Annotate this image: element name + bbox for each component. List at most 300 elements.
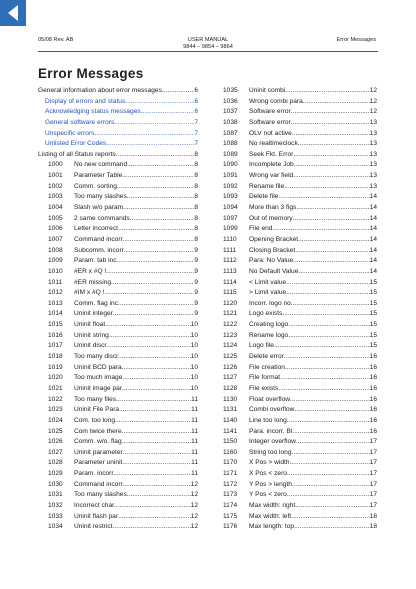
entry-label: Delete file — [249, 193, 279, 201]
toc-entry — [38, 267, 198, 278]
entry-label: Uninit combi — [249, 87, 286, 94]
entry-label: Too many files — [74, 395, 117, 403]
error-code: 1005 — [48, 214, 63, 222]
error-code: 1026 — [48, 438, 63, 446]
dot-leader — [122, 171, 194, 182]
error-code: 1032 — [48, 501, 63, 509]
page-number: 14 — [369, 204, 377, 212]
page-title: Error Messages — [38, 66, 144, 81]
dot-leader — [284, 352, 370, 363]
entry-label: 2 same commands — [74, 214, 130, 222]
dot-leader — [114, 118, 194, 129]
toc-entry — [223, 363, 377, 374]
dot-leader — [291, 512, 370, 523]
error-code: 1014 — [48, 310, 63, 318]
page-number: 7 — [194, 129, 198, 137]
toc-right-column — [223, 86, 377, 533]
dot-leader — [141, 107, 195, 118]
dot-leader — [117, 182, 194, 193]
dot-leader — [294, 405, 369, 416]
toc-entry — [223, 490, 377, 501]
entry-label: Opening Bracket — [249, 235, 299, 243]
page-number: 16 — [369, 353, 377, 361]
toc-entry — [223, 395, 377, 406]
page-number: 14 — [369, 246, 377, 254]
page-number: 13 — [369, 182, 377, 190]
error-code: 1128 — [223, 384, 238, 392]
error-code: 1124 — [223, 342, 238, 350]
toc-entry — [38, 405, 198, 416]
page-number: 16 — [369, 406, 377, 414]
error-code: 1141 — [223, 427, 238, 435]
toc-entry — [223, 224, 377, 235]
dot-leader — [298, 267, 369, 278]
dot-leader — [298, 235, 370, 246]
entry-label: Max width: left — [249, 512, 292, 520]
toc-entry — [223, 469, 377, 480]
dot-leader — [121, 405, 191, 416]
toc-entry — [38, 469, 198, 480]
entry-label: Too many slashes — [74, 193, 127, 201]
page-number: 11 — [191, 459, 198, 467]
toc-entry — [38, 416, 198, 427]
dot-leader — [116, 501, 191, 512]
dot-leader — [293, 150, 369, 161]
page-number: 14 — [369, 235, 377, 243]
dot-leader — [122, 427, 192, 438]
page-number: 13 — [369, 129, 377, 137]
entry-label: Uninit float — [74, 321, 106, 329]
entry-label: Para. incorr. Bl — [249, 427, 293, 435]
dot-leader — [115, 469, 191, 480]
page-number: 11 — [191, 448, 198, 456]
entry-label: #ER x #Q ! — [74, 267, 107, 275]
dot-leader — [274, 341, 370, 352]
page-number: 15 — [369, 278, 377, 286]
entry-label: Comm. w/o. flag — [74, 438, 122, 446]
error-code: 1113 — [223, 267, 237, 275]
entry-label: Max length: top — [249, 523, 295, 531]
entry-label: X Pos > width — [249, 459, 290, 467]
error-code: 1111 — [223, 246, 237, 254]
error-code: 1125 — [223, 353, 238, 361]
page-number: 16 — [369, 427, 377, 435]
toc-entry — [223, 309, 377, 320]
toc-link[interactable] — [38, 97, 198, 108]
toc-entry — [223, 267, 377, 278]
error-code: 1120 — [223, 299, 238, 307]
dot-leader — [127, 192, 195, 203]
page-number: 9 — [194, 278, 198, 286]
error-code: 1126 — [223, 363, 238, 371]
error-code: 1020 — [48, 374, 63, 382]
entry-label: Param. incorr. — [74, 470, 116, 478]
dot-leader — [122, 373, 190, 384]
entry-label: Uninit BCD para. — [74, 363, 124, 371]
toc-entry — [223, 288, 377, 299]
entry-label: Subcomm. incorr. — [74, 246, 126, 254]
dot-leader — [292, 448, 370, 459]
page-number: 12 — [190, 512, 198, 520]
dot-leader — [94, 129, 194, 140]
toc-entry — [38, 192, 198, 203]
dot-leader — [296, 203, 369, 214]
error-code: 1035 — [223, 87, 238, 94]
page-number: 9 — [194, 289, 198, 297]
dot-leader — [112, 522, 190, 533]
error-code: 1021 — [48, 384, 63, 392]
entry-label: Param. tab inc. — [74, 257, 119, 265]
error-code: 1031 — [48, 491, 63, 499]
entry-label: Y Pos > length — [249, 480, 292, 488]
entry-label: Float overflow — [249, 395, 291, 403]
toc-link[interactable] — [38, 118, 198, 129]
page-number: 12 — [190, 491, 198, 499]
dot-leader — [284, 182, 369, 193]
page-number: 16 — [369, 395, 377, 403]
error-code: 1037 — [223, 108, 238, 116]
dot-leader — [293, 214, 370, 225]
toc-entry — [223, 214, 377, 225]
entry-label: General software errors — [45, 118, 115, 126]
dot-leader — [294, 160, 370, 171]
dot-leader — [272, 224, 369, 235]
error-code: 1023 — [48, 406, 63, 414]
entry-label: More than 3 figs — [249, 204, 297, 212]
toc-entry — [223, 256, 377, 267]
error-code: 1088 — [223, 140, 238, 148]
dot-leader — [106, 139, 194, 150]
error-code: 1097 — [223, 214, 238, 222]
entry-label: File exists — [249, 384, 279, 392]
page-number: 15 — [369, 289, 377, 297]
entry-label: Comm. flag inc. — [74, 299, 120, 307]
toc-entry — [38, 448, 198, 459]
dot-leader — [120, 299, 195, 310]
error-code: 1000 — [48, 161, 63, 169]
dot-leader — [305, 97, 370, 108]
toc-entry — [223, 139, 377, 150]
header-manual-title: USER MANUAL — [187, 37, 229, 43]
dot-leader — [125, 97, 194, 108]
entry-label: X Pos < zero — [249, 470, 287, 478]
error-code: 1030 — [48, 480, 63, 488]
error-code: 1110 — [223, 235, 237, 243]
error-code: 1017 — [48, 342, 63, 350]
dot-leader — [109, 331, 191, 342]
error-code: 1127 — [223, 374, 238, 382]
toc-entry — [38, 309, 198, 320]
error-code: 1024 — [48, 416, 63, 424]
dot-leader — [287, 416, 370, 427]
entry-label: File creation — [249, 363, 285, 371]
error-code: 1170 — [223, 459, 238, 467]
toc-entry — [38, 299, 198, 310]
error-code: 1003 — [48, 193, 63, 201]
entry-label: Logo file — [249, 342, 274, 350]
entry-label: Acknowledging status messages — [45, 108, 141, 116]
entry-label: Uninit File Para. — [74, 406, 121, 414]
page-number: 6 — [194, 87, 198, 94]
toc-entry — [223, 150, 377, 161]
dot-leader — [291, 107, 370, 118]
error-code: 1094 — [223, 204, 238, 212]
dot-leader — [278, 384, 369, 395]
page-number: 17 — [369, 448, 377, 456]
entry-label: Unlisted Error Codes — [45, 140, 107, 148]
dot-leader — [105, 320, 191, 331]
toc-link[interactable] — [38, 139, 198, 150]
page-number: 14 — [369, 225, 377, 233]
error-code: 1007 — [48, 235, 63, 243]
toc-entry — [38, 384, 198, 395]
error-code: 1025 — [48, 427, 63, 435]
entry-label: Incorrect char. — [74, 501, 116, 509]
toc-entry — [38, 373, 198, 384]
dot-leader — [288, 331, 369, 342]
toc-entry — [223, 437, 377, 448]
toc-heading — [38, 150, 198, 161]
page-number: 17 — [369, 459, 377, 467]
dot-leader — [127, 490, 191, 501]
toc-entry — [223, 341, 377, 352]
entry-label: Too many slashes — [74, 491, 127, 499]
dot-leader — [116, 150, 195, 161]
entry-label: Com. too long — [74, 416, 116, 424]
error-code: 1122 — [223, 321, 238, 329]
entry-label: Incomplete Job — [249, 161, 294, 169]
toc-entry — [38, 512, 198, 523]
entry-label: Command incorr. — [74, 480, 125, 488]
page-number: 15 — [369, 321, 377, 329]
page-number: 9 — [194, 310, 198, 318]
entry-label: Para: No Value — [249, 257, 294, 265]
error-code: 1016 — [48, 331, 63, 339]
page-number: 17 — [369, 501, 377, 509]
dot-leader — [123, 363, 190, 374]
entry-label: #ER missing — [74, 278, 112, 286]
dot-leader — [291, 118, 370, 129]
dot-leader — [292, 129, 370, 140]
toc-entry — [223, 448, 377, 459]
header-revision: 05/08 Rev. AB — [38, 37, 74, 43]
page-number: 14 — [369, 257, 377, 265]
page-number: 15 — [369, 342, 377, 350]
page-number: 8 — [194, 161, 198, 169]
page-number: 15 — [369, 331, 377, 339]
page-number: 15 — [369, 310, 377, 318]
entry-label: Uninit image par — [74, 384, 123, 392]
page-number: 6 — [194, 108, 198, 116]
page-number: 16 — [369, 363, 377, 371]
page-number: 13 — [369, 140, 377, 148]
toc-entry — [223, 384, 377, 395]
error-code: 1150 — [223, 438, 238, 446]
page-number: 16 — [369, 374, 377, 382]
page-number: 18 — [369, 512, 377, 520]
page-number: 17 — [369, 491, 377, 499]
toc-entry — [223, 192, 377, 203]
page-number: 8 — [194, 204, 198, 212]
page-number: 10 — [190, 331, 198, 339]
toc-entry — [223, 512, 377, 523]
entry-label: Incorr. logo no — [249, 299, 291, 307]
error-code: 1036 — [223, 97, 238, 105]
toc-entry — [223, 331, 377, 342]
toc-entry — [38, 203, 198, 214]
page-number: 11 — [191, 470, 198, 478]
page-number: 10 — [190, 353, 198, 361]
header-divider — [38, 51, 378, 52]
entry-label: General information about error messages — [38, 87, 162, 94]
entry-label: Uninit integer — [74, 310, 113, 318]
entry-label: Listing of all Status reports — [38, 150, 116, 158]
entry-label: Comm. sorting — [74, 182, 117, 190]
page-number: 10 — [190, 363, 198, 371]
dot-leader — [298, 139, 370, 150]
entry-label: Out of memory — [249, 214, 293, 222]
entry-label: Uninit restrict — [74, 523, 113, 531]
error-code: 1172 — [223, 480, 238, 488]
dot-leader — [162, 86, 194, 97]
error-code: 1013 — [48, 299, 63, 307]
entry-label: Uninit parameter — [74, 448, 123, 456]
toc-entry — [38, 320, 198, 331]
toc-entry — [38, 395, 198, 406]
entry-label: Com twice there — [74, 427, 122, 435]
entry-label: Line too long — [249, 416, 287, 424]
page-number: 9 — [194, 299, 198, 307]
dot-leader — [292, 427, 369, 438]
page-number: 9 — [194, 257, 198, 265]
error-code: 1175 — [223, 512, 238, 520]
entry-label: Y Pos < zero — [249, 491, 287, 499]
error-code: 1011 — [48, 278, 63, 286]
toc-link[interactable] — [38, 107, 198, 118]
toc-entry — [38, 331, 198, 342]
toc-heading — [38, 86, 198, 97]
toc-entry — [223, 352, 377, 363]
dot-leader — [296, 437, 370, 448]
entry-label: Display of errors and status — [45, 97, 126, 105]
toc-entry — [38, 437, 198, 448]
entry-label: Slash w/o param. — [74, 204, 125, 212]
page-number: 11 — [191, 438, 198, 446]
toc-entry — [38, 458, 198, 469]
page-number: 13 — [369, 118, 377, 126]
entry-label: Too many discr. — [74, 353, 120, 361]
dot-leader — [122, 384, 191, 395]
error-code: 1022 — [48, 395, 63, 403]
toc-entry — [38, 490, 198, 501]
dot-leader — [116, 395, 191, 406]
dot-leader — [292, 480, 370, 491]
dot-leader — [123, 448, 191, 459]
error-code: 1028 — [48, 459, 63, 467]
error-code: 1090 — [223, 161, 238, 169]
page-number: 8 — [194, 172, 198, 180]
page-number: 13 — [369, 172, 377, 180]
dot-leader — [282, 309, 369, 320]
dot-leader — [290, 458, 370, 469]
page-number: 11 — [191, 416, 198, 424]
dot-leader — [293, 171, 369, 182]
error-code: 1091 — [223, 172, 238, 180]
toc-entry — [38, 341, 198, 352]
error-code: 1034 — [48, 523, 63, 531]
dot-leader — [278, 192, 369, 203]
dot-leader — [113, 309, 194, 320]
dot-leader — [130, 214, 195, 225]
page-number: 16 — [369, 384, 377, 392]
entry-label: #IM x #Q ! — [74, 289, 105, 297]
toc-entry — [38, 224, 198, 235]
error-code: 1038 — [223, 118, 238, 126]
toc-entry — [38, 522, 198, 533]
page-number: 14 — [369, 193, 377, 201]
toc-entry — [223, 235, 377, 246]
error-code: 1015 — [48, 321, 63, 329]
toc-entry — [38, 501, 198, 512]
header-section: Error Messages — [336, 37, 376, 43]
toc-entry — [223, 501, 377, 512]
entry-label: Creating logo — [249, 321, 289, 329]
page-number: 15 — [369, 299, 377, 307]
entry-label: Wrong var field — [249, 172, 294, 180]
entry-label: Parameter uninit — [74, 459, 123, 467]
entry-label: Uninit string — [74, 331, 109, 339]
error-code: 1004 — [48, 204, 63, 212]
page-number: 9 — [194, 246, 198, 254]
error-code: 1174 — [223, 501, 238, 509]
page-number: 8 — [194, 235, 198, 243]
toc-entry — [223, 246, 377, 257]
page-number: 12 — [190, 480, 198, 488]
page-number: 8 — [194, 214, 198, 222]
error-code: 1009 — [48, 257, 63, 265]
error-code: 1006 — [48, 225, 63, 233]
page-number: 8 — [194, 225, 198, 233]
toc-entry — [223, 458, 377, 469]
toc-entry — [38, 480, 198, 491]
dot-leader — [285, 363, 370, 374]
error-code: 1029 — [48, 470, 63, 478]
page-number: 17 — [369, 470, 377, 478]
dot-leader — [106, 267, 194, 278]
toc-entry — [223, 86, 377, 97]
toc-entry — [38, 288, 198, 299]
toc-link[interactable] — [38, 129, 198, 140]
error-code: 1093 — [223, 193, 238, 201]
error-code: 1176 — [223, 523, 238, 531]
back-button[interactable] — [0, 0, 26, 26]
toc-entry — [38, 246, 198, 257]
error-code: 1092 — [223, 182, 238, 190]
toc-entry — [223, 171, 377, 182]
page-number: 7 — [194, 118, 198, 126]
error-code: 1131 — [223, 406, 238, 414]
error-code: 1010 — [48, 267, 63, 275]
page-number: 17 — [369, 480, 377, 488]
page-number: 12 — [190, 523, 198, 531]
dot-leader — [290, 395, 370, 406]
toc-entry — [223, 97, 377, 108]
error-code: 1019 — [48, 363, 63, 371]
entry-label: No Default Value — [249, 267, 299, 275]
entry-label: Uninit discr. — [74, 342, 109, 350]
toc-entry — [223, 416, 377, 427]
page-number: 6 — [194, 97, 198, 105]
